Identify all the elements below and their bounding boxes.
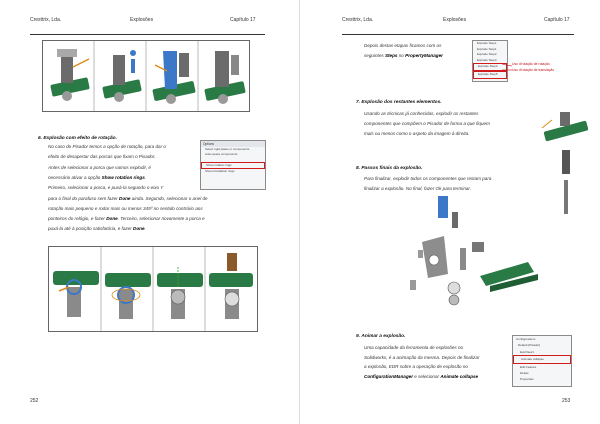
text-line: ponteiros do relógio, e fazer Done. Terceiro, selecionar novamente a porca e — [48, 216, 205, 222]
text-line: para o final do parafuso sem fazer Done ainda. Segundo, selecionar o anel de — [48, 195, 208, 201]
options-panel — [200, 140, 266, 190]
header-rule — [30, 34, 265, 35]
steps-row[interactable]: Explode Steps — [477, 41, 497, 45]
menu-row[interactable]: Default [Pisador] — [518, 343, 541, 348]
bold-term: PropertyManager — [405, 53, 443, 58]
section-6-title: 6. Explosão com efeito de rotação. — [38, 136, 117, 141]
steps-row[interactable]: Explode Step2 — [477, 52, 497, 57]
header-chapter-number: Capítulo 17 — [230, 17, 256, 23]
text-line: Depois destas etapas ficamos com os — [364, 43, 442, 48]
header-chapter-number: Capítulo 17 — [544, 17, 570, 23]
options-row-rigid[interactable]: Select rigid plates or components — [205, 147, 250, 151]
steps-row[interactable]: Explode Step3 — [477, 57, 497, 62]
bold-term: Done — [119, 195, 131, 201]
menu-row-animate-collapse[interactable]: Animate collapse — [513, 355, 571, 363]
assembly-step-4 — [204, 51, 246, 104]
header-company: Cresttrix, Lda. — [30, 17, 62, 23]
text-line: componentes que compõem o Pisador de forma a que fiquem — [364, 121, 490, 126]
text-line: puxá-la até à posição satisfatória, e fazer Done. — [48, 226, 146, 232]
bold-term: Show rotation rings — [101, 174, 145, 180]
figure-partial-explosion — [540, 110, 596, 220]
text-line: a explosão, EDR sobre a operação de explosão no — [364, 364, 468, 370]
page-number-right: 253 — [562, 398, 571, 404]
configuration-manager-menu — [512, 335, 572, 387]
callout-rotation: Uso d'rotação de rotação — [512, 62, 550, 66]
bold-term: ConfigurationManager — [364, 373, 413, 379]
options-row-show-translation-rings[interactable]: Show translation rings — [205, 169, 235, 173]
right-page — [300, 0, 600, 424]
assembly-step-1 — [50, 49, 90, 101]
rotation-step-2 — [105, 273, 151, 319]
menu-row[interactable]: ExplView1 — [520, 349, 534, 354]
options-panel-title: Options — [201, 141, 265, 147]
text-line: Primeiro, selecionar a porca, e puxá-la segundo o eixo Y — [48, 185, 164, 191]
header-chapter-title: Explosões — [443, 17, 467, 23]
figure-rotation-sequence-bottom — [48, 246, 258, 332]
section-7-title: 7. Explosão dos restantes elementos. — [356, 100, 442, 105]
menu-row[interactable]: Configurations — [516, 337, 536, 341]
steps-row[interactable]: Explode Step5 — [473, 71, 507, 79]
bold-term: Animate collapse — [440, 373, 479, 379]
assembly-step-2 — [102, 50, 142, 102]
text-line: rotação mais pequeno e rodar mais ou menos 345º no sentido contrário aos — [48, 205, 203, 211]
header-chapter-title: Explosões — [130, 17, 154, 23]
assembly-step-3 — [152, 51, 196, 104]
text-line: mais ou menos como o aspeto da imagem à direita. — [364, 131, 470, 136]
bold-term: Done — [106, 216, 118, 222]
steps-row[interactable]: Explode Step4 — [473, 63, 507, 71]
text-line: finalizar a explosão. No final, fazer Ok para terminar. — [364, 186, 472, 191]
section-9-title: 9. Animar a explosão. — [356, 334, 406, 339]
text-line: efeito de desapertar das porcas que fixam o Pisador. — [48, 154, 156, 160]
steps-row[interactable]: Explode Step1 — [477, 46, 497, 51]
header-company: Cresttrix, Lda. — [342, 17, 374, 23]
text-line: Usando as técnicas já conhecidas, explodir os restantes — [364, 111, 479, 116]
text-line: Uma capacidade da ferramenta de explosões no — [364, 345, 464, 350]
rotation-step-4 — [209, 253, 253, 319]
figure-full-explosion — [400, 190, 540, 320]
figure-explosion-sequence-top — [42, 40, 250, 112]
text-line: ConfigurationManager e selecionar Animate collapse — [364, 373, 479, 379]
bold-term: Steps — [384, 53, 398, 58]
options-row-auto-space[interactable]: Auto-space components — [205, 152, 238, 156]
text-line: Para finalizar, explodir todos os componentes que restam para — [364, 176, 492, 181]
menu-row[interactable]: Properties — [520, 377, 534, 382]
section-8-title: 8. Passos finais da explosão. — [356, 166, 423, 171]
page-number-left: 252 — [30, 398, 39, 404]
header-rule — [342, 34, 574, 35]
menu-row[interactable]: Delete — [520, 370, 529, 375]
text-line: Antes de selecionar a porca que vamos explodir, é — [48, 164, 151, 170]
text-line: seguintes Steps no PropertyManager — [364, 53, 443, 58]
callout-translation: Uso d'rotação de translação — [512, 68, 555, 72]
menu-row[interactable]: Edit Feature — [520, 364, 537, 369]
text-line: Solidworks, é a animação da mesma. Depois de finalizar — [364, 354, 480, 360]
text-line: No caso do Pisador temos a opção de rotação, para dar o — [48, 144, 166, 149]
rotation-step-3 — [157, 267, 203, 319]
bold-term: Done — [133, 226, 145, 232]
options-row-show-rotation-rings[interactable]: Show rotation rings — [201, 162, 265, 169]
rotation-step-1 — [53, 271, 99, 317]
text-line: necessário ativar a opção Show rotation rings. — [48, 174, 147, 180]
